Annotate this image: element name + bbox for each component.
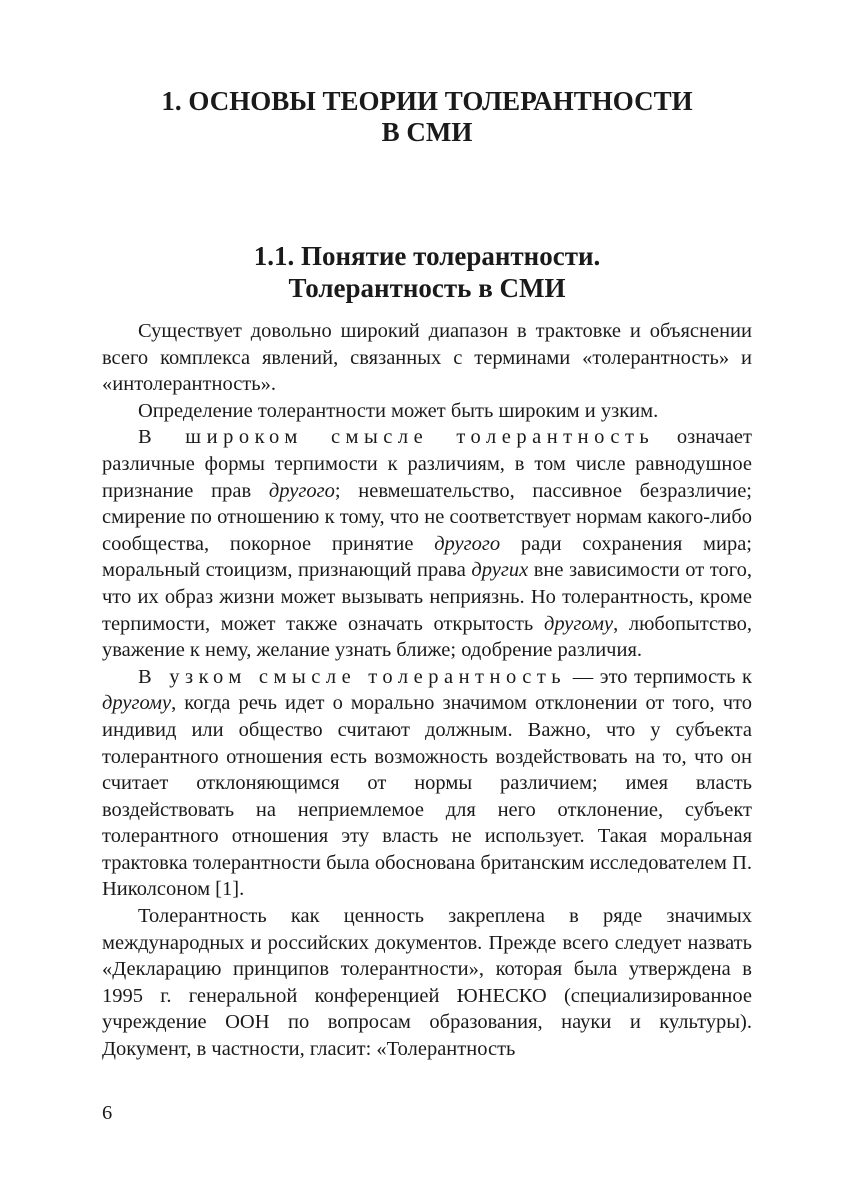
- section-title-line-2: Толерантность в СМИ: [288, 273, 566, 303]
- text-segment: , когда речь идет о морально значимом отклонении от того, что индивид или общество считают должным. Важно, что у субъекта толерантного отношения есть возможность воздействовать на то, что он считает отклоняющимся от нормы различием; имея власть воздействовать на неприемлемое для него отклонение, субъект толерантного отношения эту власть не использует. Такая моральная трактовка толерантности была обоснована британским исследователем П. Николсоном [1].: [102, 692, 752, 901]
- paragraph-2: Определение толерантности может быть широким и узким.: [138, 399, 659, 422]
- italic-term: другого: [268, 479, 335, 502]
- chapter-title-line-2: В СМИ: [381, 117, 473, 147]
- text-segment: ; невмешательство, пассивное безразличие; смирение по отношению к тому, что не соответствует нормам какого-либо сообщества, покорное принятие: [102, 479, 752, 555]
- book-page: [102, 0, 752, 1182]
- spaced-term-narrow: В узком смысле толерантность: [138, 665, 567, 688]
- section-title-line-1: 1.1. Понятие толерантности.: [253, 241, 601, 271]
- paragraph-5: Толерантность как ценность закреплена в ряде значимых международных и российских документов. Прежде всего следует назвать «Декларацию принципов толерантности», которая была утверждена в 1995 г. генеральной конференцией ЮНЕСКО (специализированное учреждение ООН по вопросам образования, науки и культуры). Документ, в частности, гласит: «Толерантность: [102, 905, 752, 1061]
- italic-term: другому: [102, 692, 172, 715]
- paragraph-1: Существует довольно широкий диапазон в трактовке и объяснении всего комплекса явлений, связанных с терминами «толерантность» и «интолерантность».: [102, 320, 752, 396]
- section-title: [102, 240, 752, 304]
- page-number: 6: [102, 1102, 113, 1124]
- chapter-title-line-1: 1. ОСНОВЫ ТЕОРИИ ТОЛЕРАНТНОСТИ: [161, 86, 693, 116]
- body-text: [102, 318, 752, 1063]
- text-segment: , любопытство, уважение к нему, желание узнать ближе; одобрение различия.: [102, 612, 753, 662]
- text-segment: означает различные формы терпимости к различиям, в том числе равнодушное признание прав: [102, 426, 752, 502]
- paragraph-4: [102, 664, 752, 903]
- italic-term: другого: [434, 532, 501, 555]
- chapter-title: [102, 86, 752, 148]
- italic-term: других: [471, 559, 529, 582]
- spaced-term-broad: В широком смысле толерантность: [138, 426, 655, 449]
- text-segment: ради сохранения мира; моральный стоицизм, признающий права: [102, 532, 752, 582]
- text-segment: — это терпимость к: [566, 665, 752, 688]
- italic-term: другому: [543, 612, 614, 635]
- text-segment: вне зависимости от того, что их образ жизни может вызывать неприязнь. Но толерантность, кроме терпимости, может также означать открытость: [102, 559, 752, 635]
- paragraph-3: [102, 424, 752, 663]
